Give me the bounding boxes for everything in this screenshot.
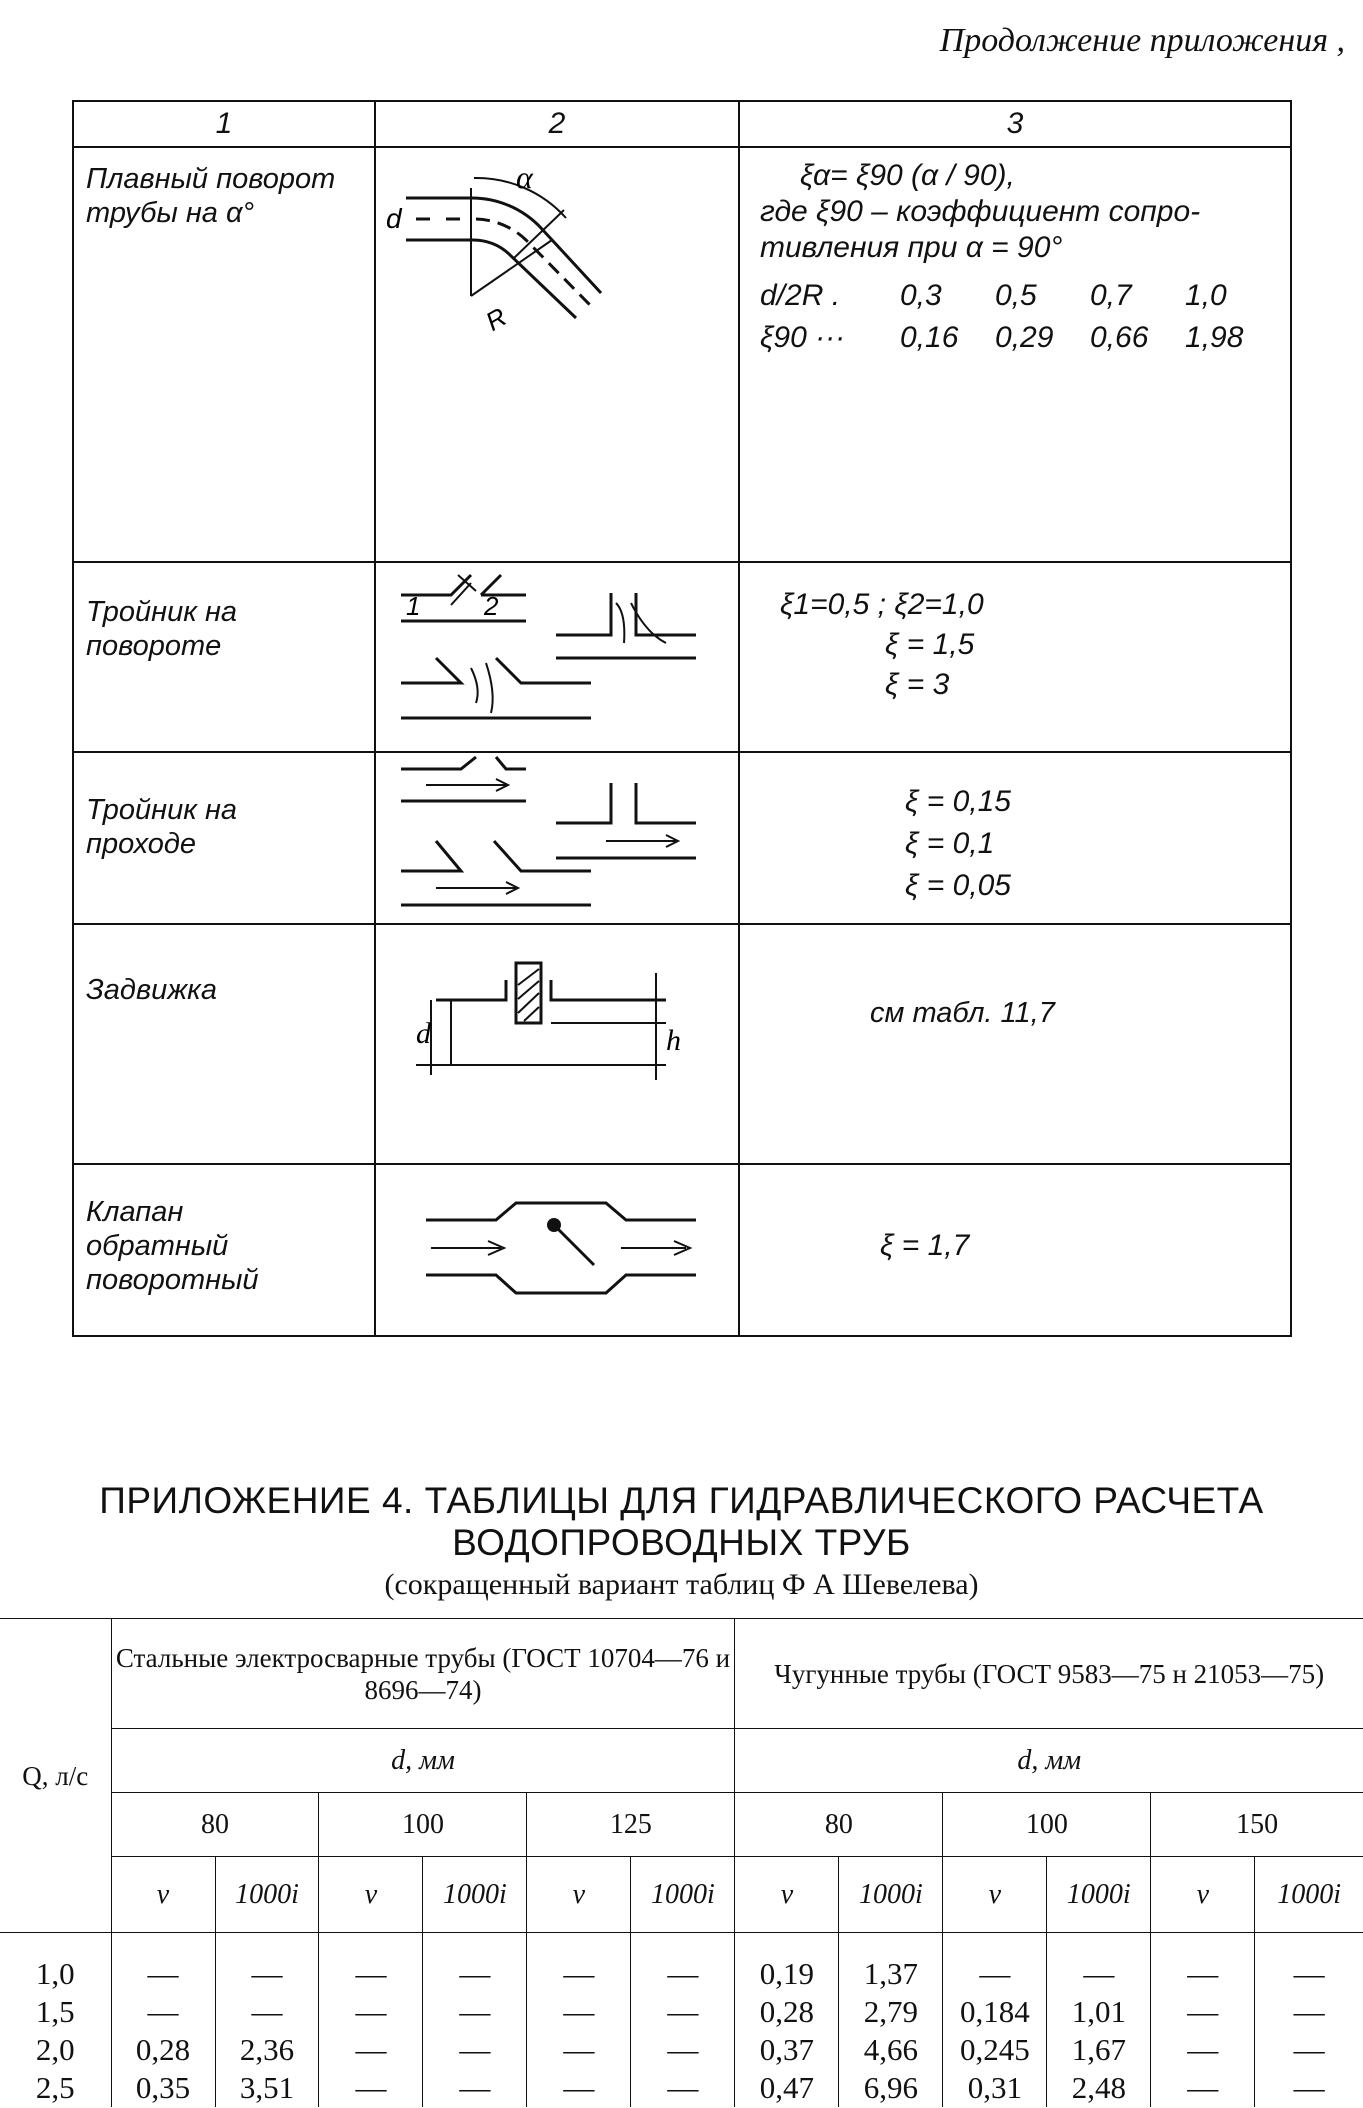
appendix-subtitle: (сокращенный вариант таблиц Ф А Шевелева) [384,1568,979,1601]
v-header: v [1151,1857,1255,1933]
diagram-cell [375,752,739,924]
i-header: 1000i [423,1857,527,1933]
table-body [0,1955,1363,2107]
i-header: 1000i [1047,1857,1151,1933]
col-header-1: 1 [73,101,375,147]
name-line: Тройник на [86,596,238,628]
formula-cell [739,562,1291,752]
table-cell: — [319,1993,423,2031]
row-check-valve [73,1164,1291,1336]
table-cell: — [1151,2031,1255,2069]
table-cell: 2,79 [839,1993,943,2031]
table-cell: — [527,2069,631,2107]
param-value: 1,0 [1185,279,1227,312]
size-header: 150 [1151,1793,1363,1857]
size-row [0,1793,1363,1857]
table-cell: 2,36 [215,2031,319,2069]
formula-line: ξ = 1,7 [880,1229,970,1262]
table-cell: — [1151,1955,1255,1993]
diagram-label-1: 1 [406,591,421,621]
formula-line: ξ1=0,5 ; ξ2=1,0 [780,588,984,621]
table-cell: — [423,1993,527,2031]
appendix-title-line1: ПРИЛОЖЕНИЕ 4. ТАБЛИЦЫ ДЛЯ ГИДРАВЛИЧЕСКОГО РАСЧЕТА [99,1480,1264,1521]
q-value: 1,0 [0,1955,111,1993]
table-cell: 2,48 [1047,2069,1151,2107]
cast-iron-group-header: Чугунные трубы (ГОСТ 9583—75 н 21053—75) [735,1619,1363,1729]
q-value: 2,0 [0,2031,111,2069]
table-cell: 0,19 [735,1955,839,1993]
col-header-2: 2 [375,101,739,147]
spacer-row [0,1933,1363,1956]
diagram-label-r: R [480,301,512,337]
formula-line: тивления при α = 90° [760,231,1063,264]
header-row [73,101,1291,147]
table-cell: 0,28 [735,1993,839,2031]
diagram-label-d: d [416,1017,431,1050]
diagram-cell [375,1164,739,1336]
table-cell: 3,51 [215,2069,319,2107]
size-header: 125 [527,1793,735,1857]
table-row [0,1993,1363,2031]
name-line: обратный [86,1230,229,1262]
table-cell: 0,47 [735,2069,839,2107]
q-value: 2,5 [0,2069,111,2107]
size-header: 100 [943,1793,1151,1857]
table-cell: — [319,1955,423,1993]
v-header: v [319,1857,423,1933]
name-line: Задвижка [86,974,217,1006]
table-cell: — [527,1993,631,2031]
xi-value: 0,16 [900,321,959,354]
row-tee-pass [73,752,1291,924]
i-header: 1000i [631,1857,735,1933]
v-header: v [735,1857,839,1933]
table-cell: — [111,1993,215,2031]
name-line: Плавный поворот [86,163,336,195]
param-label: d/2R . [760,279,841,312]
size-header: 80 [735,1793,943,1857]
size-header: 100 [319,1793,527,1857]
table-cell: — [943,1955,1047,1993]
table-cell: — [423,1955,527,1993]
name-cell [73,1164,375,1336]
i-header: 1000i [215,1857,319,1933]
pipe-table [0,1618,1363,2107]
resistance-table [72,100,1292,1337]
formula-line: ξ = 0,15 [905,785,1011,818]
table-cell: — [111,1955,215,1993]
xi-value: 0,66 [1090,321,1149,354]
continuation-header: Продолжение приложения , [939,22,1345,59]
table-cell: 0,35 [111,2069,215,2107]
name-cell [73,562,375,752]
bend-diagram [376,148,736,348]
row-tee-turn [73,562,1291,752]
table-row [0,2031,1363,2069]
d-label: d, мм [735,1729,1363,1793]
formula-line: ξ = 1,5 [885,628,975,661]
size-header: 80 [111,1793,319,1857]
table-cell: — [1047,1955,1151,1993]
param-value: 0,3 [900,279,942,312]
formula-line: ξ = 0,05 [905,869,1011,902]
table-cell: — [319,2069,423,2107]
table-cell: — [631,1993,735,2031]
formula-line: ξα= ξ90 (α / 90), [800,159,1015,192]
table-cell: 1,01 [1047,1993,1151,2031]
formula-line: ξ = 3 [885,668,950,701]
diagram-label-d: d [386,203,402,234]
check-valve-diagram [376,1165,736,1333]
diagram-cell [375,924,739,1164]
table-cell: — [215,1955,319,1993]
formula-line: ξ = 0,1 [905,827,995,860]
table-row [0,1955,1363,1993]
table-cell: — [1151,1993,1255,2031]
table-cell: — [1255,1955,1363,1993]
xi-value: 1,98 [1185,321,1244,354]
table-cell: 0,37 [735,2031,839,2069]
table-cell: — [215,1993,319,2031]
tee-pass-diagram [376,753,736,921]
d-label: d, мм [111,1729,735,1793]
param-header-row [0,1857,1363,1933]
row-gate-valve [73,924,1291,1164]
param-value: 0,7 [1090,279,1132,312]
diagram-label-alpha: α [516,159,533,195]
tee-turn-diagram [376,563,736,748]
table-cell: — [1151,2069,1255,2107]
table-cell: — [1255,1993,1363,2031]
v-header: v [111,1857,215,1933]
formula-cell [739,752,1291,924]
diagram-cell [375,147,739,562]
formula-cell [739,1164,1291,1336]
name-cell [73,924,375,1164]
table-cell: — [423,2031,527,2069]
steel-group-header: Стальные электросварные трубы (ГОСТ 10704—76 и 8696—74) [111,1619,735,1729]
formula-cell [739,924,1291,1164]
table-row [0,2069,1363,2107]
diagram-label-h: h [666,1024,681,1057]
formula-cell [739,147,1291,562]
col-header-3: 3 [739,101,1291,147]
diameter-label-row [0,1729,1363,1793]
q-header: Q, л/с [0,1619,111,1933]
table-cell: — [1255,2031,1363,2069]
table-cell: 0,184 [943,1993,1047,2031]
name-line: трубы на α° [86,197,255,229]
name-line: Тройник на [86,794,238,826]
table-cell: — [631,2031,735,2069]
table-cell: 4,66 [839,2031,943,2069]
param-value: 0,5 [995,279,1037,312]
table-cell: 0,28 [111,2031,215,2069]
i-header: 1000i [839,1857,943,1933]
table-cell: 1,67 [1047,2031,1151,2069]
table-cell: — [319,2031,423,2069]
formula-line: см табл. 11,7 [870,997,1055,1029]
table-cell: — [423,2069,527,2107]
appendix-title [0,1480,1363,1564]
table-cell: 0,31 [943,2069,1047,2107]
name-cell [73,752,375,924]
v-header: v [943,1857,1047,1933]
table-cell: — [1255,2069,1363,2107]
xi-label: ξ90 ··· [760,321,846,354]
formula-line: где ξ90 – коэффициент сопро- [760,195,1201,228]
table-cell: 0,245 [943,2031,1047,2069]
table-cell: 6,96 [839,2069,943,2107]
xi-value: 0,29 [995,321,1054,354]
diagram-label-2: 2 [484,591,499,621]
gate-valve-diagram [376,925,736,1160]
name-line: поворотный [86,1264,259,1296]
name-line: Клапан [86,1196,184,1228]
v-header: v [527,1857,631,1933]
q-value: 1,5 [0,1993,111,2031]
group-header-row [0,1619,1363,1729]
table-cell: — [527,2031,631,2069]
diagram-cell [375,562,739,752]
appendix-title-line2: ВОДОПРОВОДНЫХ ТРУБ [452,1522,911,1563]
i-header: 1000i [1255,1857,1363,1933]
table-cell: 1,37 [839,1955,943,1993]
table-cell: — [631,2069,735,2107]
name-line: проходе [86,828,197,860]
table-cell: — [527,1955,631,1993]
table-cell: — [631,1955,735,1993]
row-smooth-bend [73,147,1291,562]
name-cell [73,147,375,562]
name-line: повороте [86,630,222,662]
